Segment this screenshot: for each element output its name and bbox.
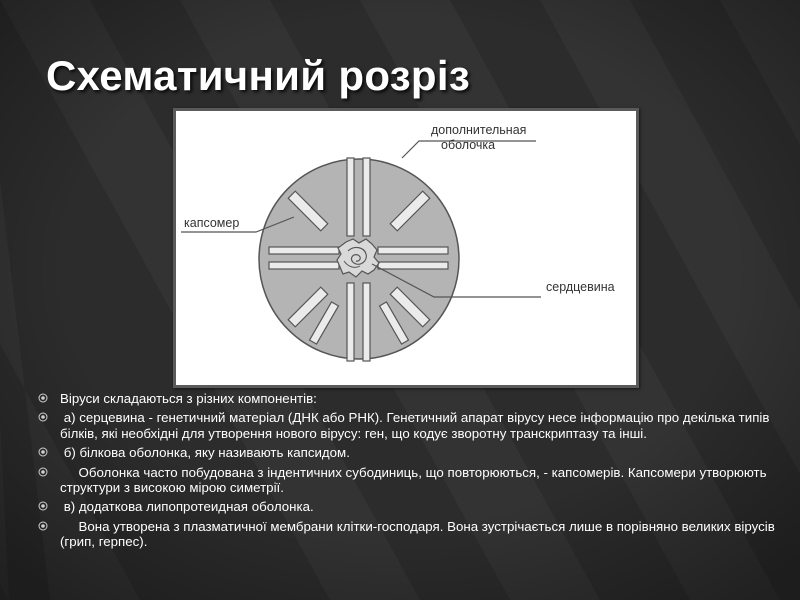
circle-target-icon xyxy=(38,412,48,422)
virus-diagram xyxy=(176,111,636,385)
capsomere-rod xyxy=(363,158,370,236)
circle-target-icon xyxy=(38,501,48,511)
capsomere-rod xyxy=(378,262,448,269)
bullet-text: Оболонка часто побудована з індентичних субодиниць, що повторюються, - капсомерів. Капсомери утворюють структури з високою мірою симетрії. xyxy=(60,464,771,496)
virus-cross-section-figure xyxy=(173,108,639,388)
bullet-text: в) додаткова липопротеидная оболонка. xyxy=(60,499,314,515)
capsomere-rod xyxy=(347,283,354,361)
capsomere-rod xyxy=(347,158,354,236)
label-capsomere: капсомер xyxy=(184,216,240,230)
bullet-text: Віруси складаються з різних компонентів: xyxy=(60,391,317,406)
bullet-item xyxy=(38,465,783,496)
capsomere-rod xyxy=(363,283,370,361)
circle-target-icon xyxy=(38,467,48,477)
bullet-text: Вона утворена з плазматичної мембрани клітки-господаря. Вона зустрічається лише в порівняно великих вірусів (грип, герпес). xyxy=(60,518,779,550)
bullet-item xyxy=(38,391,783,406)
circle-target-icon xyxy=(38,447,48,457)
circle-target-icon xyxy=(38,393,48,403)
bullet-item xyxy=(38,445,783,460)
circle-target-icon xyxy=(38,521,48,531)
bullet-text: а) серцевина - генетичний матеріал (ДНК або РНК). Генетичний апарат вірусу несе інформацію про декілька типів білків, які необхідні для утворення нового вірусу: ген, що кодує зворотну транскриптазу та інші. xyxy=(60,410,774,441)
label-outer-shell-line2: оболочка xyxy=(441,138,496,152)
label-outer-shell-line1: дополнительная xyxy=(431,123,527,137)
capsomere-rod xyxy=(378,247,448,254)
bullet-list xyxy=(38,391,783,554)
capsomere-rod xyxy=(269,262,339,269)
bullet-item xyxy=(38,519,783,550)
bullet-item xyxy=(38,410,783,441)
virion-core xyxy=(337,239,379,277)
capsomere-rod xyxy=(269,247,339,254)
slide-title: Схематичний розріз xyxy=(46,52,471,99)
label-core: сердцевина xyxy=(546,280,615,294)
bullet-item xyxy=(38,499,783,514)
bullet-text: б) білкова оболонка, яку називають капсидом. xyxy=(60,445,350,461)
